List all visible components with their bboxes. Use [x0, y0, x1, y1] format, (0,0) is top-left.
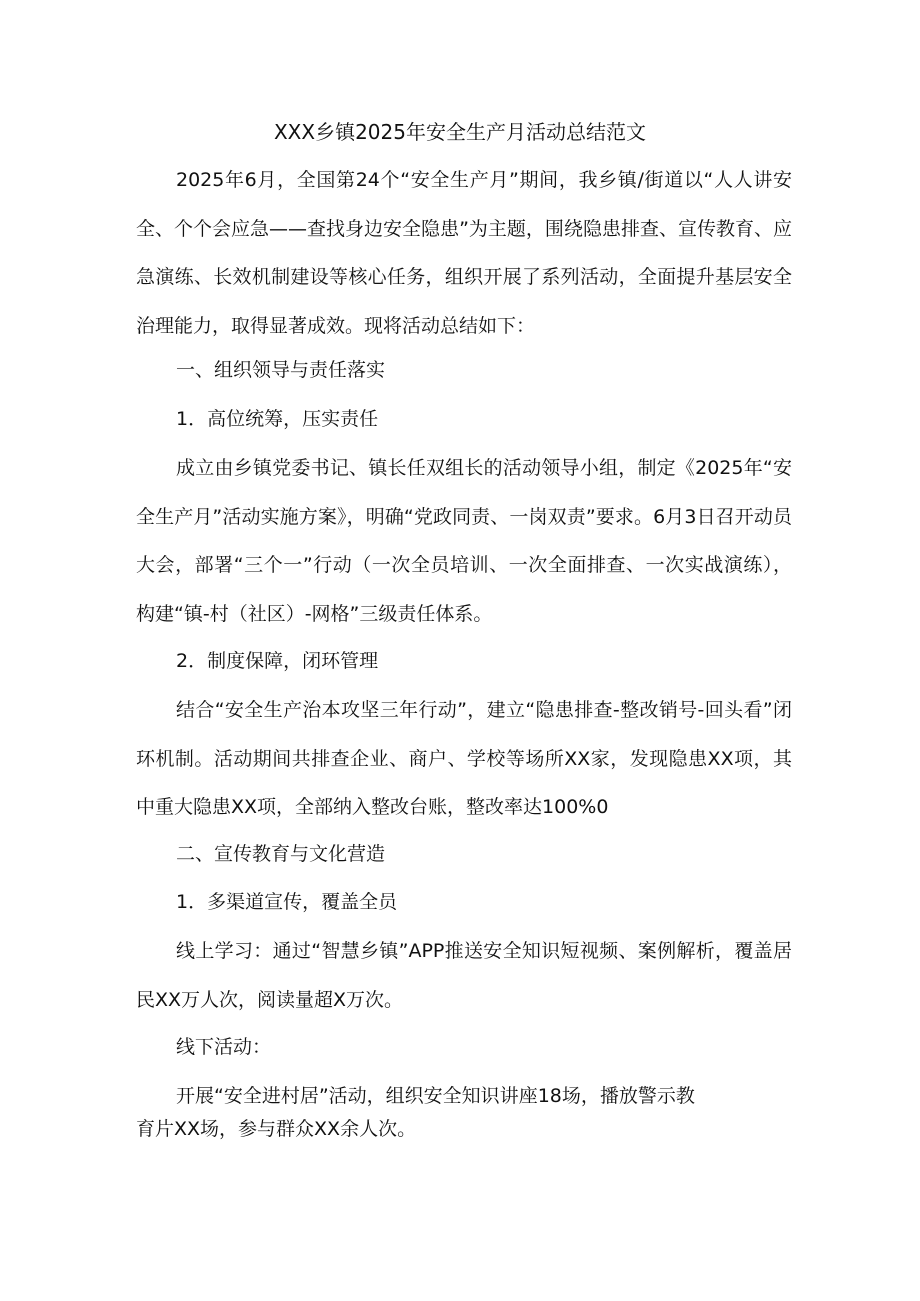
- section-2-heading: 二、宣传教育与文化营造: [176, 843, 386, 865]
- section-1-sub-2-heading: 2．制度保障，闭环管理: [176, 650, 379, 672]
- section-2-sub-1-heading: 1．多渠道宣传，覆盖全员: [176, 891, 398, 913]
- online-learning-paragraph: 线上学习：通过“智慧乡镇”APP推送安全知识短视频、案例解析，覆盖居民XX万人次，阅读量超X万次。: [136, 940, 792, 1011]
- offline-activities-line-2: 育片XX场，参与群众XX余人次。: [136, 1118, 417, 1140]
- offline-activities-line-1: 开展“安全进村居”活动，组织安全知识讲座18场，播放警示教: [176, 1085, 695, 1107]
- section-1-sub-2-body: 结合“安全生产治本攻坚三年行动”，建立“隐患排查-整改销号-回头看”闭环机制。活动期间共排查企业、商户、学校等场所XX家，发现隐患XX项，其中重大隐患XX项，全部纳入整改台账，整改率达100%0: [136, 699, 792, 819]
- section-1-heading: 一、组织领导与责任落实: [176, 359, 386, 381]
- section-1-sub-1-heading: 1．高位统筹，压实责任: [176, 408, 379, 430]
- offline-activities-label: 线下活动：: [176, 1036, 272, 1058]
- intro-paragraph: 2025年6月，全国第24个“安全生产月”期间，我乡镇/街道以“人人讲安全、个个会应急——查找身边安全隐患”为主题，围绕隐患排查、宣传教育、应急演练、长效机制建设等核心任务，组织开展了系列活动，全面提升基层安全治理能力，取得显著成效。现将活动总结如下：: [136, 169, 792, 337]
- document-title: XXX乡镇2025年安全生产月活动总结范文: [273, 120, 646, 144]
- section-1-sub-1-body: 成立由乡镇党委书记、镇长任双组长的活动领导小组，制定《2025年“安全生产月”活动实施方案》，明确“党政同责、一岗双责”要求。6月3日召开动员大会，部署“三个一”行动（一次全员培训、一次全面排查、一次实战演练），构建“镇-村（社区）-网格”三级责任体系。: [136, 457, 792, 625]
